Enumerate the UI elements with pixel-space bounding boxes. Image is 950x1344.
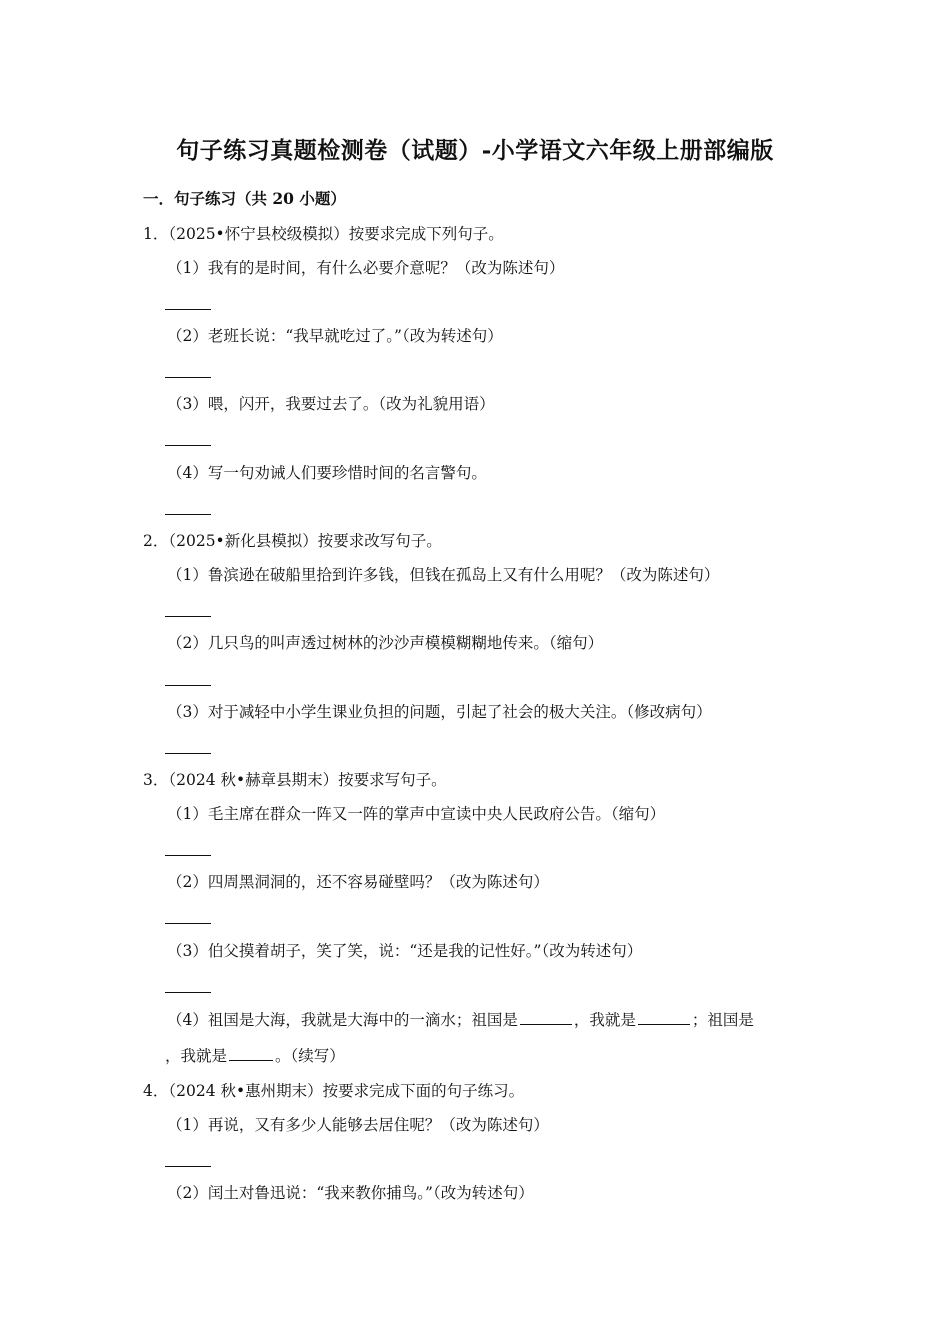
question-3-stem: 3．（2024 秋•赫章县期末）按要求写句子。 xyxy=(143,771,447,789)
question-3-sub-4 xyxy=(167,1010,754,1030)
question-3-sub-1: （1）毛主席在群众一阵又一阵的掌声中宣读中央人民政府公告。（缩句） xyxy=(167,805,666,823)
question-1-sub-3: （3）喂，闪开，我要过去了。（改为礼貌用语） xyxy=(167,395,495,413)
answer-blank[interactable] xyxy=(165,514,211,515)
question-4-sub-2: （2）闰土对鲁迅说：“我来教你捕鸟。”（改为转述句） xyxy=(167,1184,534,1202)
question-2-sub-3: （3）对于减轻中小学生课业负担的问题，引起了社会的极大关注。（修改病句） xyxy=(167,703,712,721)
answer-blank[interactable] xyxy=(165,377,211,378)
page-title: 句子练习真题检测卷（试题）-小学语文六年级上册部编版 xyxy=(176,137,774,164)
question-3-sub-2: （2）四周黑洞洞的，还不容易碰壁吗？（改为陈述句） xyxy=(167,873,549,891)
answer-blank[interactable] xyxy=(165,992,211,993)
fill-blank[interactable] xyxy=(229,1046,273,1061)
question-2-sub-1: （1）鲁滨逊在破船里拾到许多钱，但钱在孤岛上又有什么用呢？（改为陈述句） xyxy=(167,566,720,584)
fill-text: ，我就是 xyxy=(165,1047,228,1065)
answer-blank[interactable] xyxy=(165,753,211,754)
fill-blank[interactable] xyxy=(638,1010,690,1025)
question-4-sub-1: （1）再说，又有多少人能够去居住呢？（改为陈述句） xyxy=(167,1116,549,1134)
question-1-sub-2: （2）老班长说：“我早就吃过了。”（改为转述句） xyxy=(167,327,503,345)
answer-blank[interactable] xyxy=(165,923,211,924)
answer-blank[interactable] xyxy=(165,855,211,856)
question-4-stem: 4．（2024 秋•惠州期末）按要求完成下面的句子练习。 xyxy=(143,1082,525,1100)
question-3-sub-3: （3）伯父摸着胡子，笑了笑，说：“还是我的记性好。”（改为转述句） xyxy=(167,942,643,960)
question-2-sub-2: （2）几只鸟的叫声透过树林的沙沙声模模糊糊地传来。（缩句） xyxy=(167,634,604,652)
fill-text: ，我就是 xyxy=(573,1011,636,1029)
answer-blank[interactable] xyxy=(165,1166,211,1167)
fill-text: 。（续写） xyxy=(275,1047,345,1065)
answer-blank[interactable] xyxy=(165,445,211,446)
question-1-sub-1: （1）我有的是时间，有什么必要介意呢？（改为陈述句） xyxy=(167,259,565,277)
question-2-stem: 2．（2025•新化县模拟）按要求改写句子。 xyxy=(143,532,442,550)
question-3-sub-4-continued xyxy=(165,1046,345,1066)
answer-blank[interactable] xyxy=(165,685,211,686)
question-1-sub-4: （4）写一句劝诫人们要珍惜时间的名言警句。 xyxy=(167,464,487,482)
section-heading: 一．句子练习（共 20 小题） xyxy=(143,189,346,208)
answer-blank[interactable] xyxy=(165,309,211,310)
fill-text: （4）祖国是大海，我就是大海中的一滴水；祖国是 xyxy=(167,1011,518,1029)
question-1-stem: 1．（2025•怀宁县校级模拟）按要求完成下列句子。 xyxy=(143,225,504,243)
fill-text: ；祖国是 xyxy=(691,1011,754,1029)
answer-blank[interactable] xyxy=(165,616,211,617)
fill-blank[interactable] xyxy=(520,1010,572,1025)
